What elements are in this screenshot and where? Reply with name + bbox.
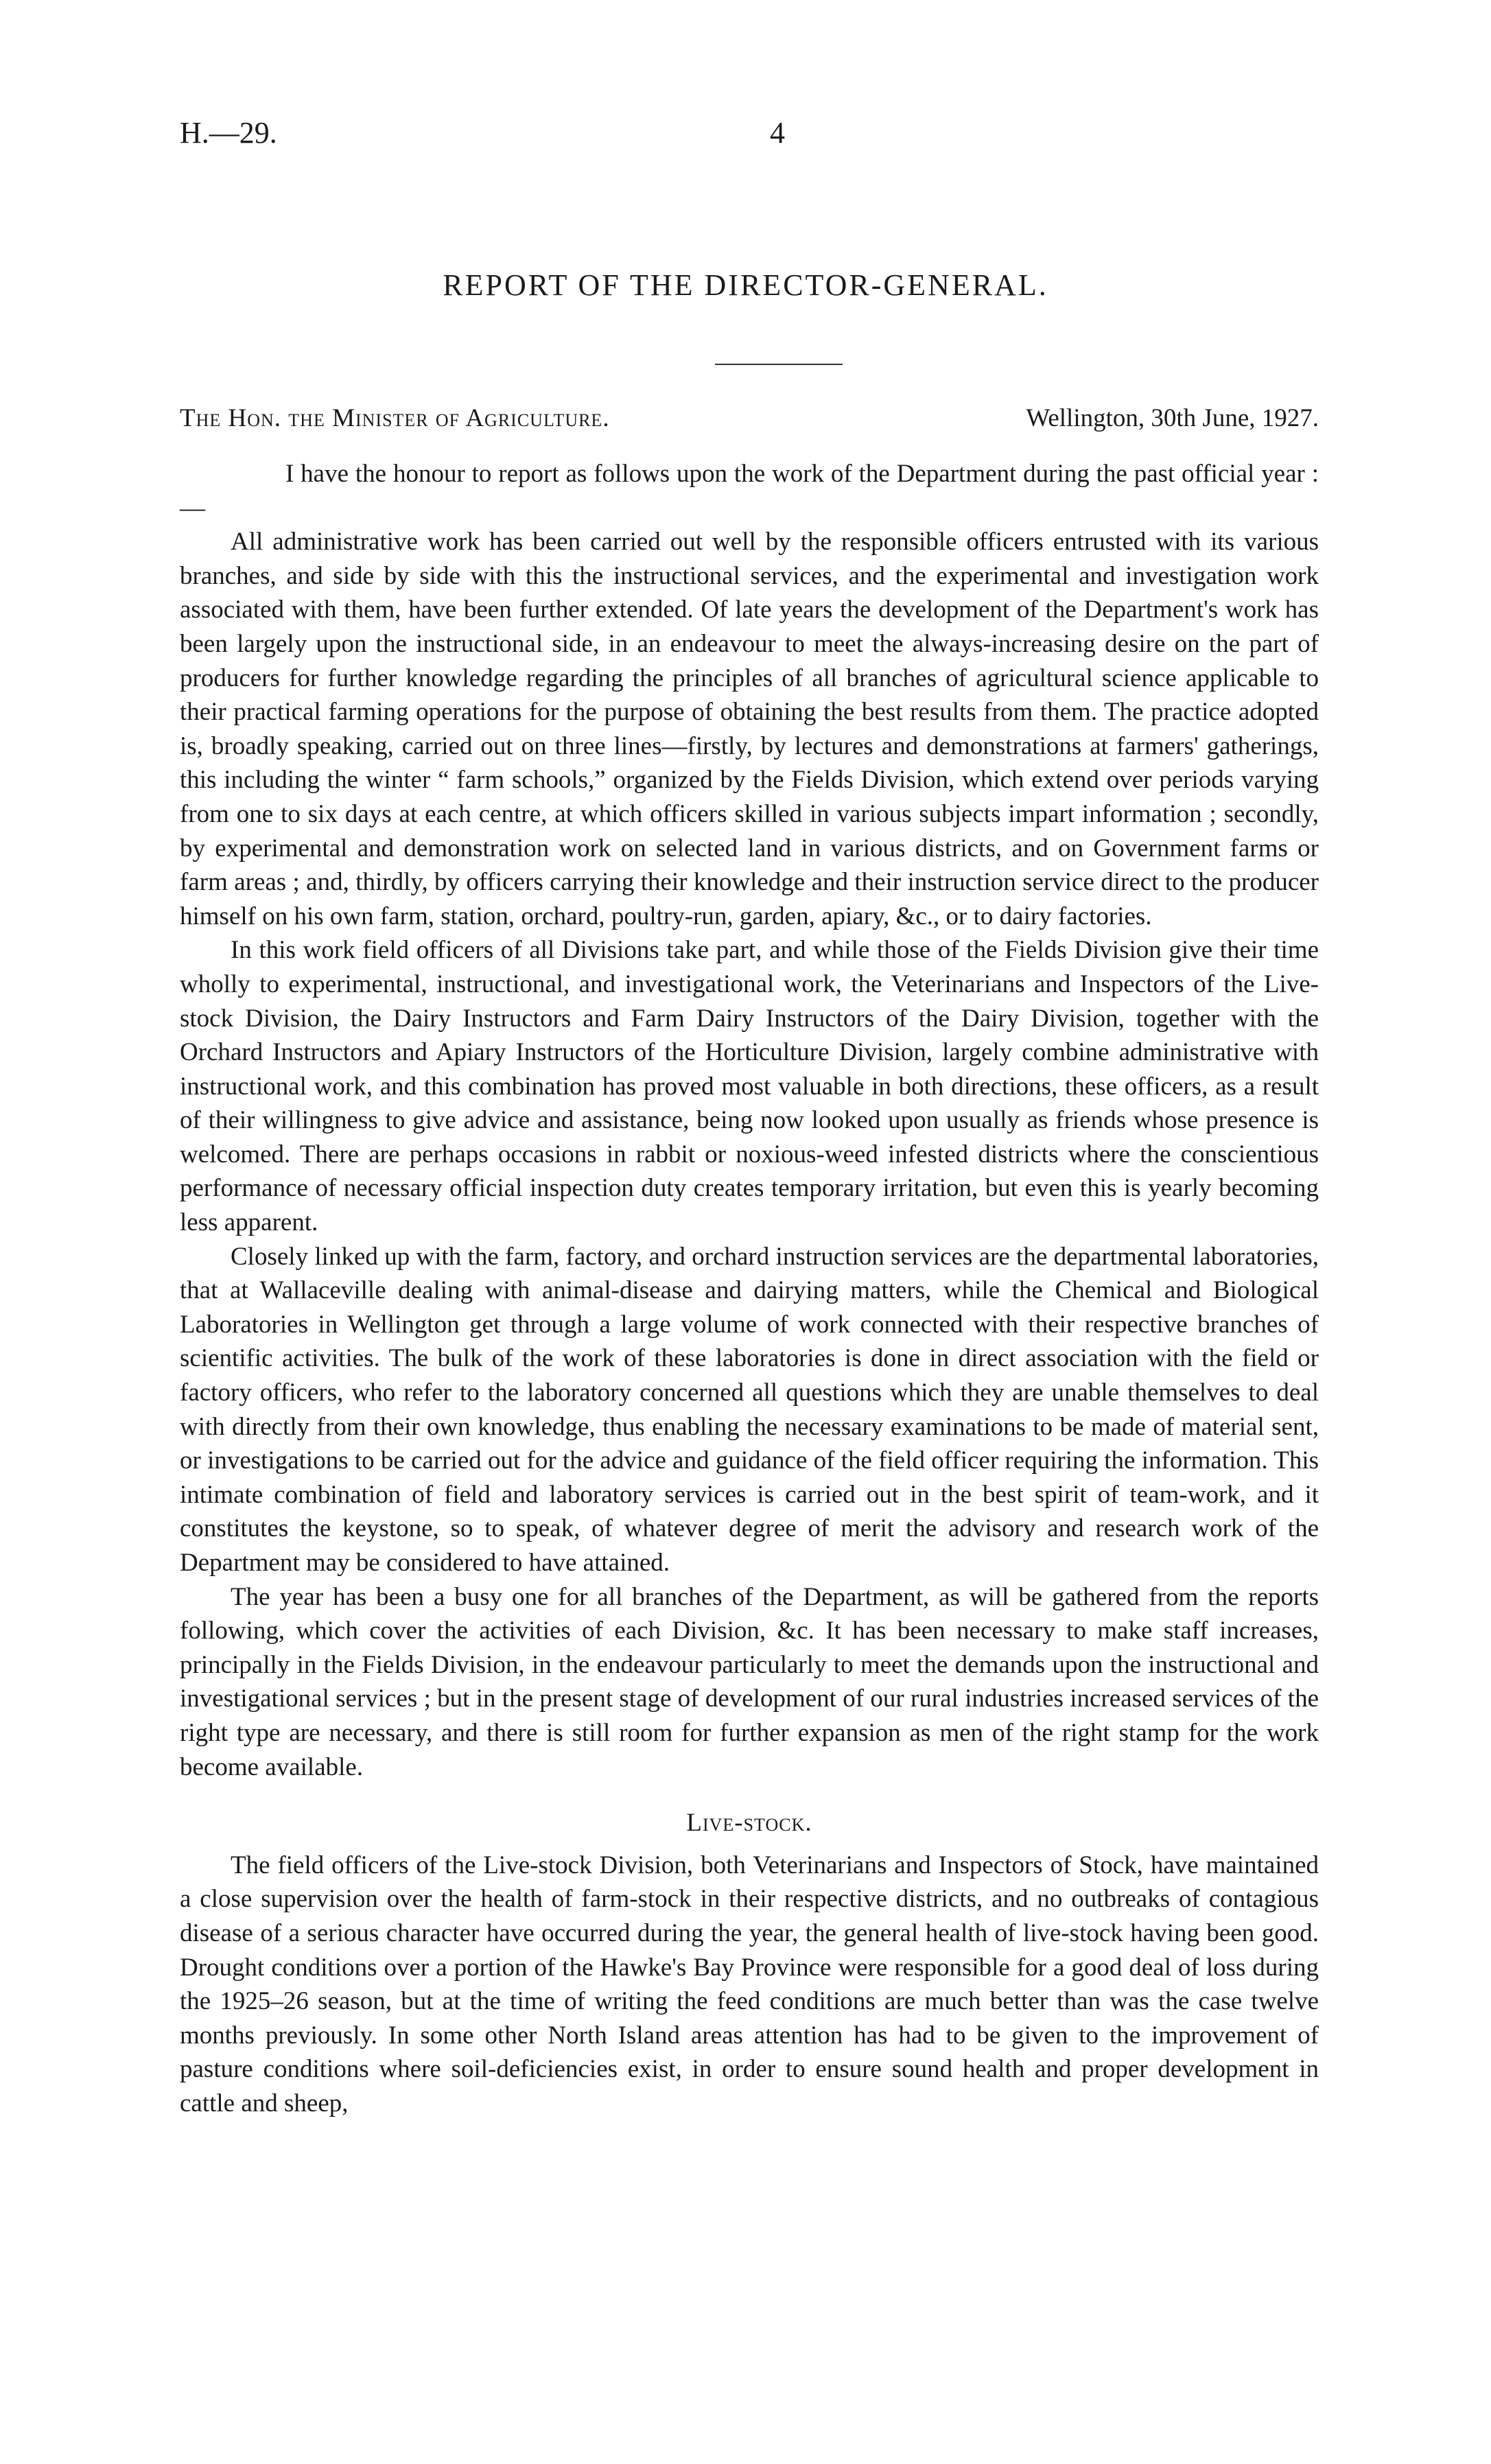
paragraph-opening: I have the honour to report as follows upon the work of the Department during the past official year :— — [180, 460, 1319, 522]
report-title: REPORT OF THE DIRECTOR-GENERAL. — [443, 268, 1048, 302]
title-divider — [715, 364, 843, 365]
paragraph-laboratories: Closely linked up with the farm, factory, and orchard instruction services are the departmental laboratories, that at Wallaceville dealing with animal-disease and dairying matters, while the Chemical and Biological Laboratories in Wellington get through a large volume of work connected with their respective branches of scientific activities. The bulk of the work of these laboratories is done in direct association with the field or factory officers, who refer to the laboratory concerned all questions which they are unable themselves to deal with directly from their own knowledge, thus enabling the necessary examinations to be made of material sent, or investigations to be carried out for the advice and guidance of the field officer requiring the information. This intimate combination of field and laboratory services is carried out in the best spirit of team-work, and it constitutes the keystone, so to speak, of whatever degree of merit the advisory and research work of the Department may be considered to have attained. — [180, 1242, 1319, 1577]
paragraph-busy-year: The year has been a busy one for all branches of the Department, as will be gathered from the reports following, which cover the activities of each Division, &c. It has been necessary to make staff increases, principally in the Fields Division, in the endeavour particularly to meet the demands upon the instructional and investigational services ; but in the present stage of development of our rural industries increased services of the right type are necessary, and there is still room for further expansion as men of the right stamp for the work become available. — [180, 1582, 1319, 1781]
addressee: The Hon. the Minister of Agriculture. — [180, 404, 610, 432]
page-number: 4 — [770, 116, 785, 150]
paragraph-administrative-work: All administrative work has been carried out well by the responsible officers entrusted with its various branches, and side by side with this the instructional services, and the experimental and investigation work associated with them, have been further extended. Of late years the development of the Department's work has been largely upon the instructional side, in an endeavour to meet the always-increasing desire on the part of producers for further knowledge regarding the principles of all branches of agricultural science applicable to their practical farming operations for the purpose of obtaining the best results from them. The practice adopted is, broadly speaking, carried out on three lines—firstly, by lectures and demonstrations at farmers' gatherings, this including the winter “ farm schools,” organized by the Fields Division, which extend over periods varying from one to six days at each centre, at which officers skilled in various subjects impart information ; secondly, by experimental and demonstration work on selected land in various districts, and on Government farms or farm areas ; and, thirdly, by officers carrying their knowledge and their instruction service direct to the producer himself on his own farm, station, orchard, poultry-run, garden, apiary, &c., or to dairy factories. — [180, 528, 1319, 930]
page-header — [180, 115, 1319, 156]
place-and-date: Wellington, 30th June, 1927. — [1026, 404, 1319, 432]
report-body — [180, 457, 1319, 2121]
salutation-line — [180, 403, 1319, 438]
section-heading-live-stock: Live-stock. — [686, 1809, 812, 1838]
paragraph-live-stock: The field officers of the Live-stock Division, both Veterinarians and Inspectors of Stock, have maintained a close supervision over the health of farm-stock in their respective districts, and no outbreaks of contagious disease of a serious character have occurred during the year, the general health of live-stock having been good. Drought conditions over a portion of the Hawke's Bay Province were responsible for a good deal of loss during the 1925–26 season, but at the time of writing the feed conditions are much better than was the case twelve months previously. In some other North Island areas attention has had to be given to the improvement of pasture conditions where soil-deficiencies exist, in order to ensure sound health and proper development in cattle and sheep, — [180, 1851, 1319, 2117]
document-code: H.—29. — [180, 116, 277, 150]
paragraph-field-officers: In this work field officers of all Divisions take part, and while those of the Fields Division give their time wholly to experimental, instructional, and investigational work, the Veterinarians and Inspectors of the Live-stock Division, the Dairy Instructors and Farm Dairy Instructors of the Dairy Division, together with the Orchard Instructors and Apiary Instructors of the Horticulture Division, largely combine administrative with instructional work, and this combination has proved most valuable in both directions, these officers, as a result of their willingness to give advice and assistance, being now looked upon usually as friends whose presence is welcomed. There are perhaps occasions in rabbit or noxious-weed infested districts where the conscientious performance of necessary official inspection duty creates temporary irritation, but even this is yearly becoming less apparent. — [180, 936, 1319, 1237]
